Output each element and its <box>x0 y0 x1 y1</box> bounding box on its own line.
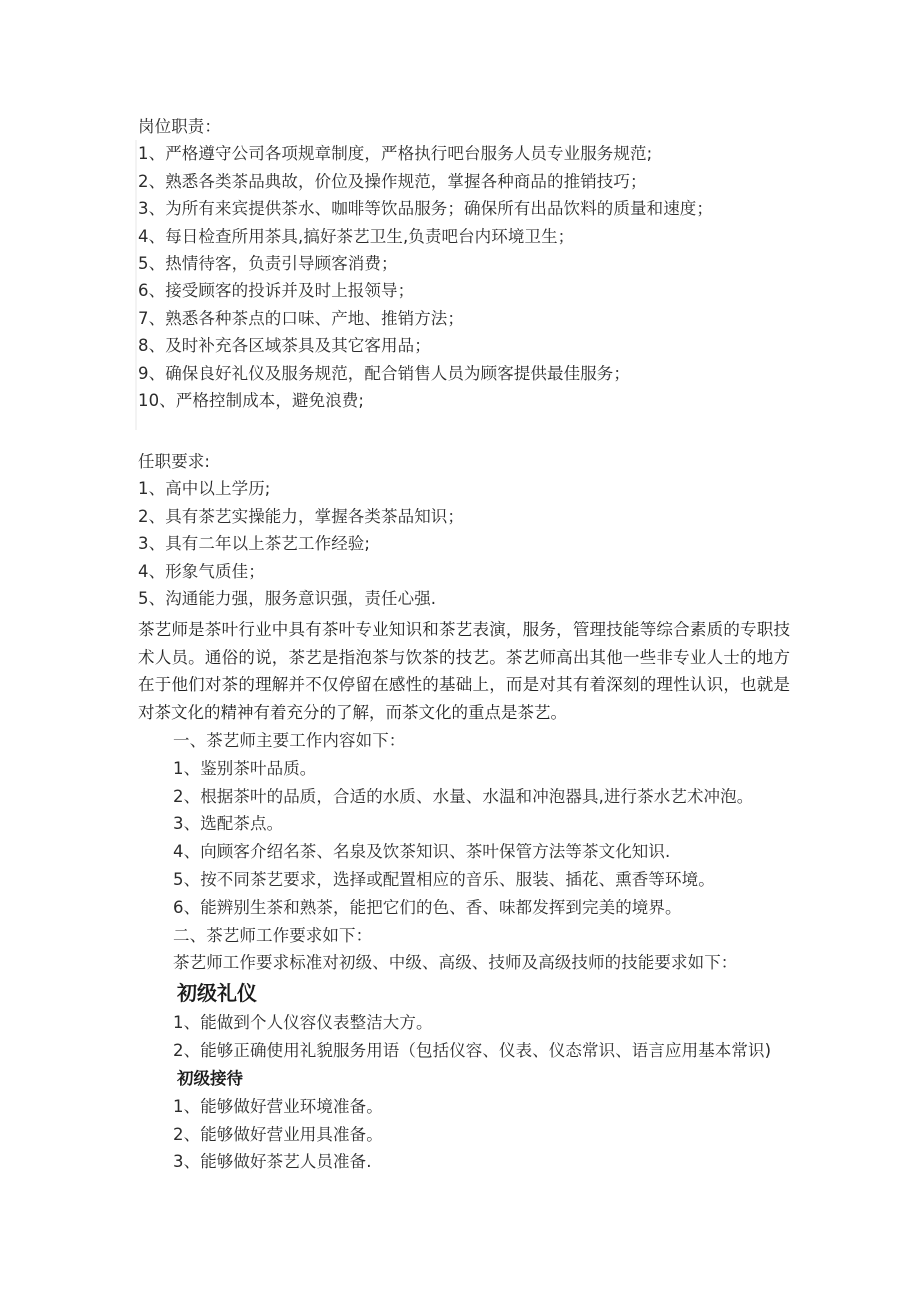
work-heading: 一、茶艺师主要工作内容如下： <box>173 731 406 750</box>
standards-subheading: 茶艺师工作要求标准对初级、中级、高级、技师及高级技师的技能要求如下： <box>173 953 738 973</box>
requirements-section <box>138 448 818 612</box>
requirement-item: 1、高中以上学历; <box>138 479 271 499</box>
requirement-item: 2、具有茶艺实操能力，掌握各类茶品知识； <box>138 506 464 526</box>
etiquette-item: 2、能够正确使用礼貌服务用语（包括仪容、仪表、仪态常识、语言应用基本常识) <box>173 1040 772 1060</box>
etiquette-title: 初级礼仪 <box>177 981 257 1006</box>
duty-item: 8、及时补充各区域茶具及其它客用品； <box>138 336 431 356</box>
duty-item: 2、熟悉各类茶品典故，价位及操作规范，掌握各种商品的推销技巧； <box>138 171 647 191</box>
requirement-item: 3、具有二年以上茶艺工作经验; <box>138 534 371 554</box>
margin-rule <box>135 140 137 430</box>
duties-title: 岗位职责： <box>138 117 221 136</box>
reception-item: 1、能够做好营业环境准备。 <box>173 1096 383 1116</box>
duty-item: 1、严格遵守公司各项规章制度，严格执行吧台服务人员专业服务规范; <box>138 144 653 164</box>
work-item: 3、选配茶点。 <box>173 814 284 834</box>
work-item: 5、按不同茶艺要求，选择或配置相应的音乐、服装、插花、熏香等环境。 <box>173 869 715 889</box>
duty-item: 9、确保良好礼仪及服务规范，配合销售人员为顾客提供最佳服务； <box>138 363 630 383</box>
standards-heading: 二、茶艺师工作要求如下： <box>173 925 373 945</box>
work-item: 1、鉴别茶叶品质。 <box>173 758 317 778</box>
duty-item: 7、熟悉各种茶点的口味、产地、推销方法； <box>138 308 464 328</box>
work-item: 4、向顾客介绍名茶、名泉及饮茶知识、茶叶保管方法等茶文化知识. <box>173 842 671 862</box>
reception-item: 3、能够做好茶艺人员准备. <box>173 1152 372 1172</box>
duty-item: 5、热情待客，负责引导顾客消费； <box>138 253 398 273</box>
reception-title: 初级接待 <box>177 1068 243 1088</box>
intro-paragraph: 茶艺师是茶叶行业中具有茶叶专业知识和茶艺表演，服务，管理技能等综合素质的专职技术人员。通俗的说，茶艺是指泡茶与饮茶的技艺。茶艺师高出其他一些非专业人士的地方在于他们对茶的理解并不仅停留在感性的基础上，而是对其有着深刻的理性认识，也就是对茶文化的精神有着充分的了解，而茶文化的重点是茶艺。 <box>138 620 790 722</box>
work-content-section <box>173 727 833 1176</box>
duties-section <box>138 113 818 414</box>
etiquette-item: 1、能做到个人仪容仪表整洁大方。 <box>173 1013 433 1033</box>
work-item: 2、根据茶叶的品质，合适的水质、水量、水温和冲泡器具,进行茶水艺术冲泡。 <box>173 786 754 806</box>
requirement-item: 4、形象气质佳； <box>138 561 265 581</box>
duty-item: 10、严格控制成本，避免浪费; <box>138 390 365 410</box>
duty-item: 4、每日检查所用茶具,搞好茶艺卫生,负责吧台内环境卫生； <box>138 226 575 246</box>
intro-section <box>138 616 790 726</box>
requirements-title: 任职要求: <box>138 452 211 471</box>
duty-item: 6、接受顾客的投诉并及时上报领导； <box>138 281 415 301</box>
duty-item: 3、为所有来宾提供茶水、咖啡等饮品服务；确保所有出品饮料的质量和速度； <box>138 199 713 219</box>
work-item: 6、能辨别生茶和熟茶，能把它们的色、香、味都发挥到完美的境界。 <box>173 897 682 917</box>
requirement-item: 5、沟通能力强，服务意识强，责任心强. <box>138 588 437 608</box>
reception-item: 2、能够做好营业用具准备。 <box>173 1124 383 1144</box>
